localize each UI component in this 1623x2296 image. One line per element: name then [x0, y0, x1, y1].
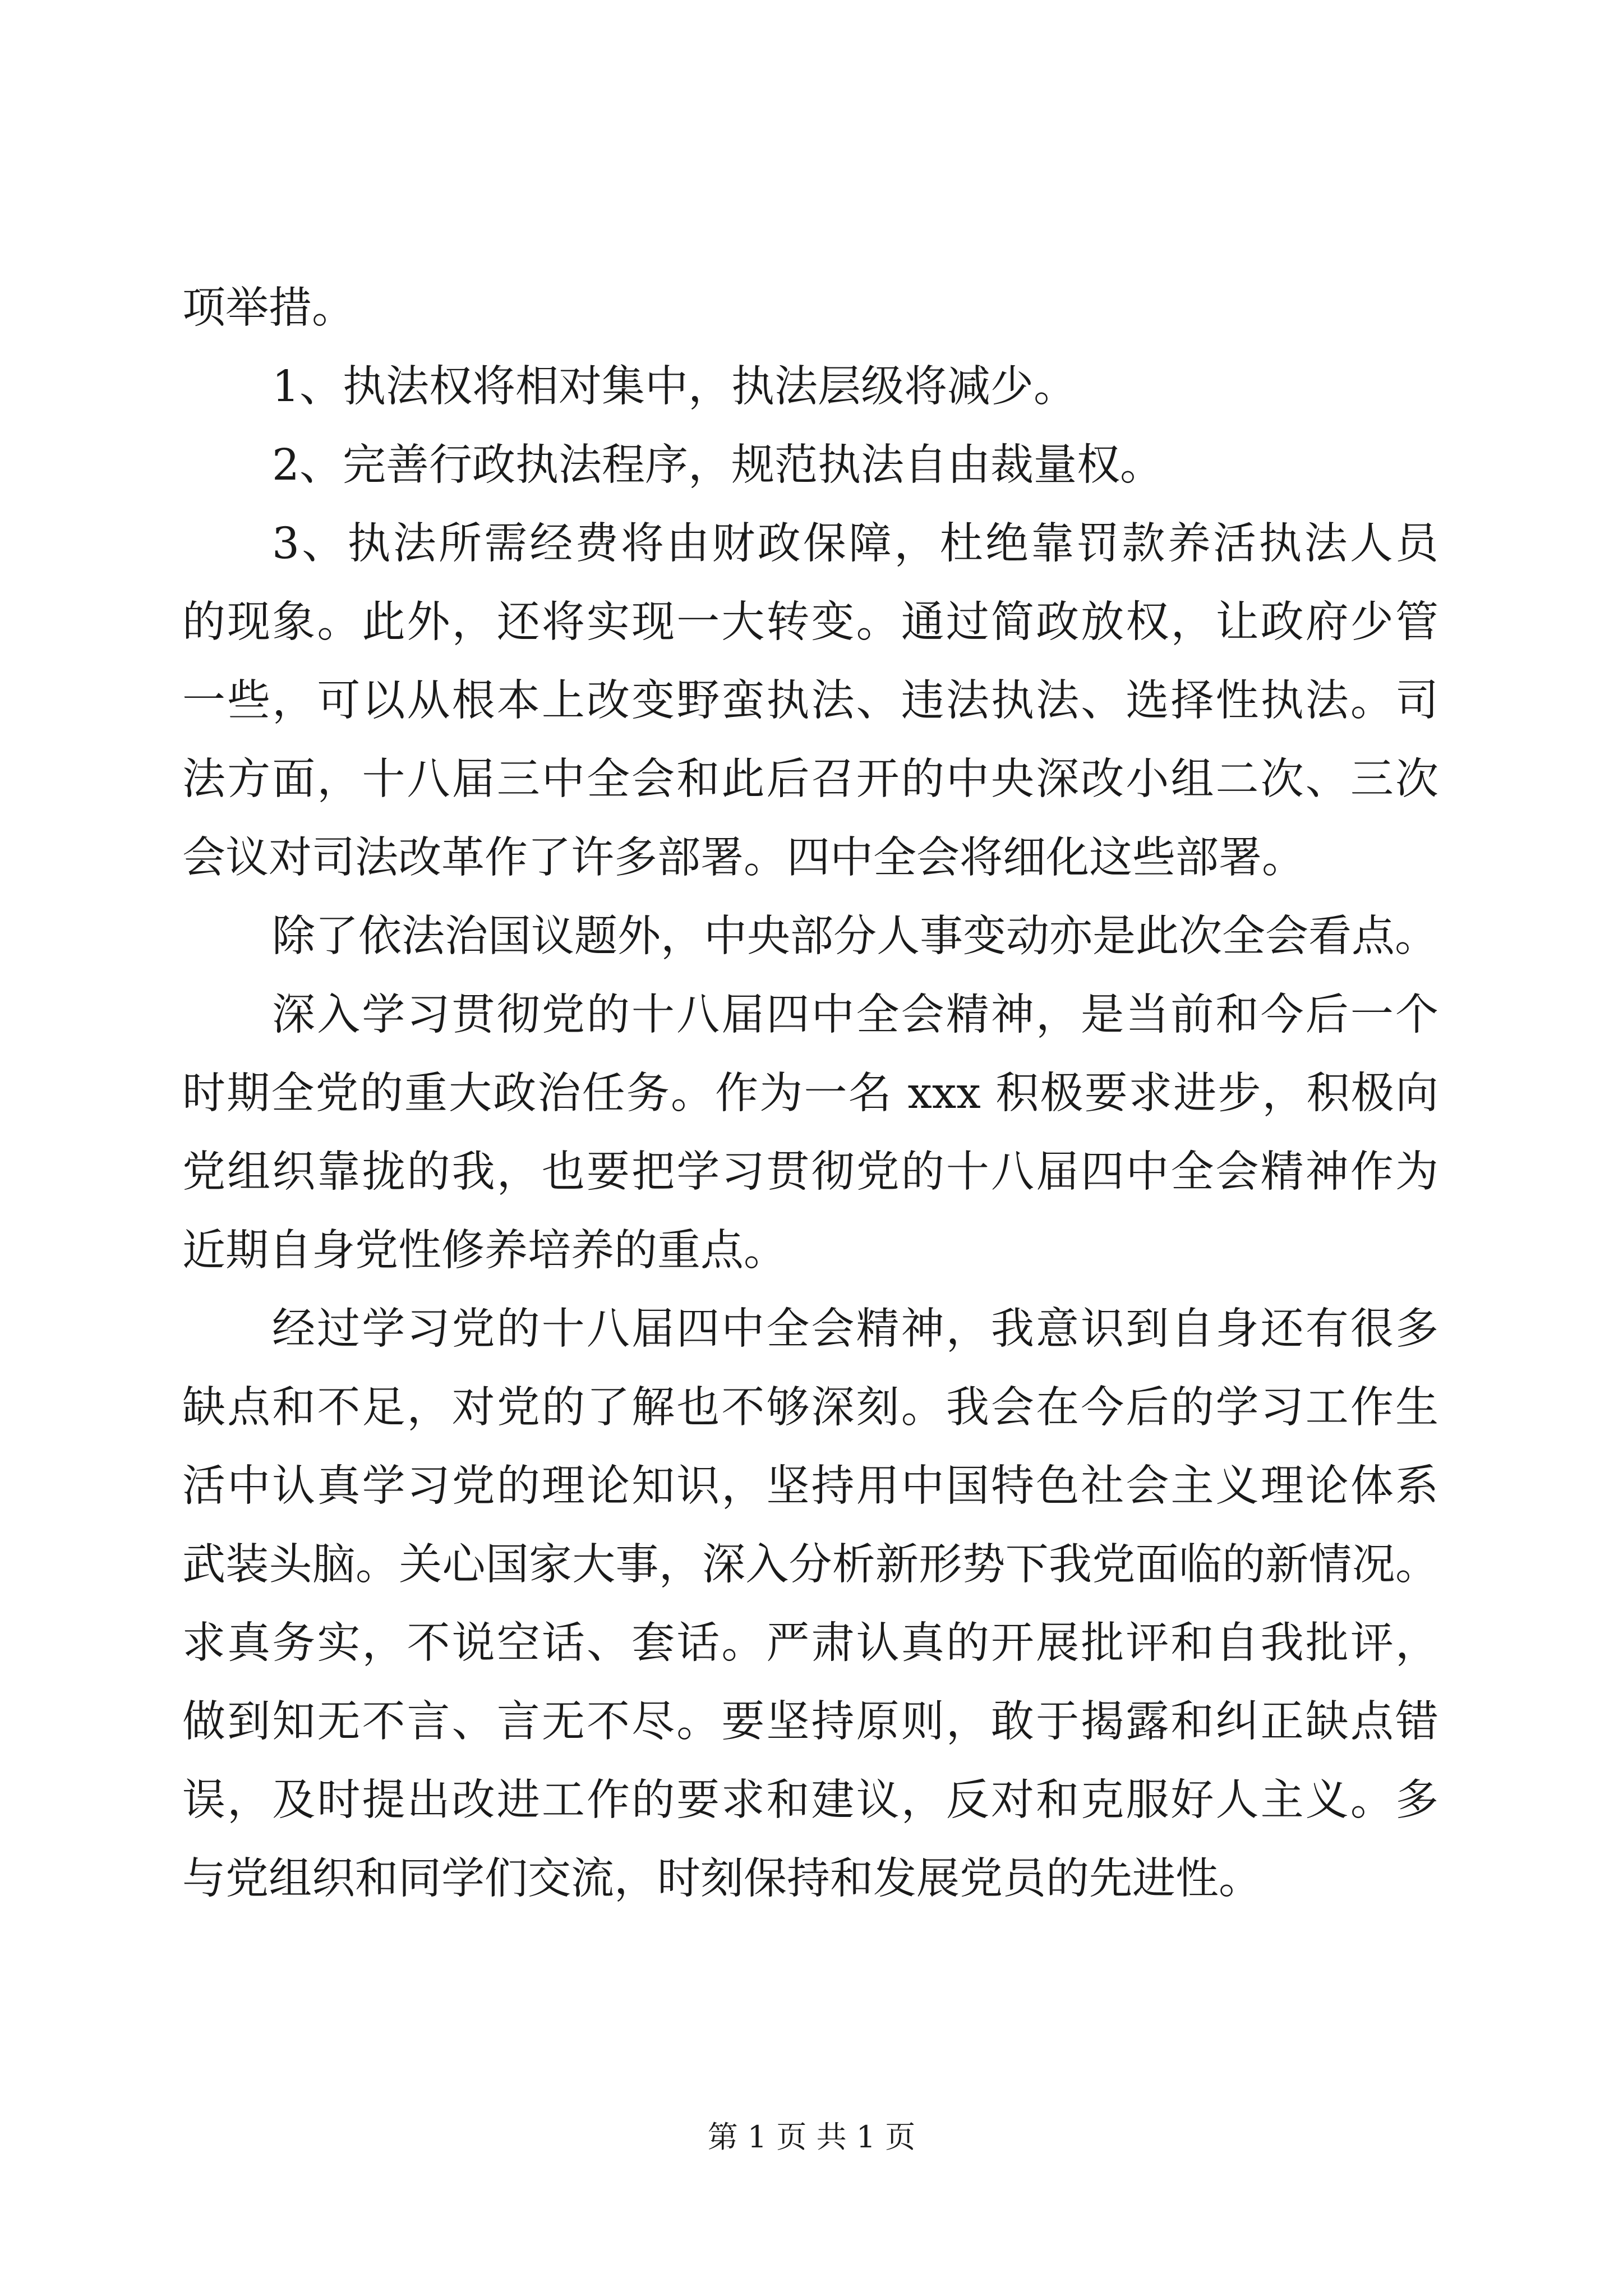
text-line: 求真务实，不说空话、套话。严肃认真的开展批评和自我批评， [182, 1618, 1438, 1668]
text-line: 深入学习贯彻党的十八届四中全会精神，是当前和今后一个 [272, 990, 1438, 1040]
text-line: 误，及时提出改进工作的要求和建议，反对和克服好人主义。多 [182, 1775, 1438, 1825]
text-line: 时期全党的重大政治任务。作为一名 xxx 积极要求进步，积极向 [182, 1069, 1438, 1119]
text-line: 经过学习党的十八届四中全会精神，我意识到自身还有很多 [272, 1304, 1438, 1354]
text-line: 做到知无不言、言无不尽。要坚持原则，敢于揭露和纠正缺点错 [182, 1697, 1438, 1747]
text-line: 活中认真学习党的理论知识，坚持用中国特色社会主义理论体系 [182, 1461, 1438, 1511]
text-line: 项举措。 [182, 283, 355, 333]
text-line: 的现象。此外，还将实现一大转变。通过简政放权，让政府少管 [182, 597, 1438, 647]
text-line: 法方面，十八届三中全会和此后召开的中央深改小组二次、三次 [182, 754, 1438, 804]
document-body [182, 269, 1438, 1918]
text-line: 与党组织和同学们交流，时刻保持和发展党员的先进性。 [182, 1854, 1262, 1904]
text-line: 除了依法治国议题外，中央部分人事变动亦是此次全会看点。 [272, 912, 1438, 961]
text-line: 一些，可以从根本上改变野蛮执法、违法执法、选择性执法。司 [182, 676, 1438, 726]
text-line: 武装头脑。关心国家大事，深入分析新形势下我党面临的新情况。 [182, 1540, 1438, 1590]
text-line: 3、执法所需经费将由财政保障，杜绝靠罚款养活执法人员 [272, 519, 1438, 569]
text-line: 党组织靠拢的我，也要把学习贯彻党的十八届四中全会精神作为 [182, 1147, 1438, 1197]
text-line: 2、完善行政执法程序，规范执法自由裁量权。 [272, 440, 1163, 490]
text-line: 缺点和不足，对党的了解也不够深刻。我会在今后的学习工作生 [182, 1383, 1438, 1433]
text-line: 近期自身党性修养培养的重点。 [182, 1226, 787, 1276]
text-line: 会议对司法改革作了许多部署。四中全会将细化这些部署。 [182, 833, 1305, 883]
page-footer [0, 2115, 1623, 2160]
page-number: 第 1 页 共 1 页 [707, 2119, 916, 2155]
text-line: 1、执法权将相对集中，执法层级将减少。 [272, 362, 1077, 412]
